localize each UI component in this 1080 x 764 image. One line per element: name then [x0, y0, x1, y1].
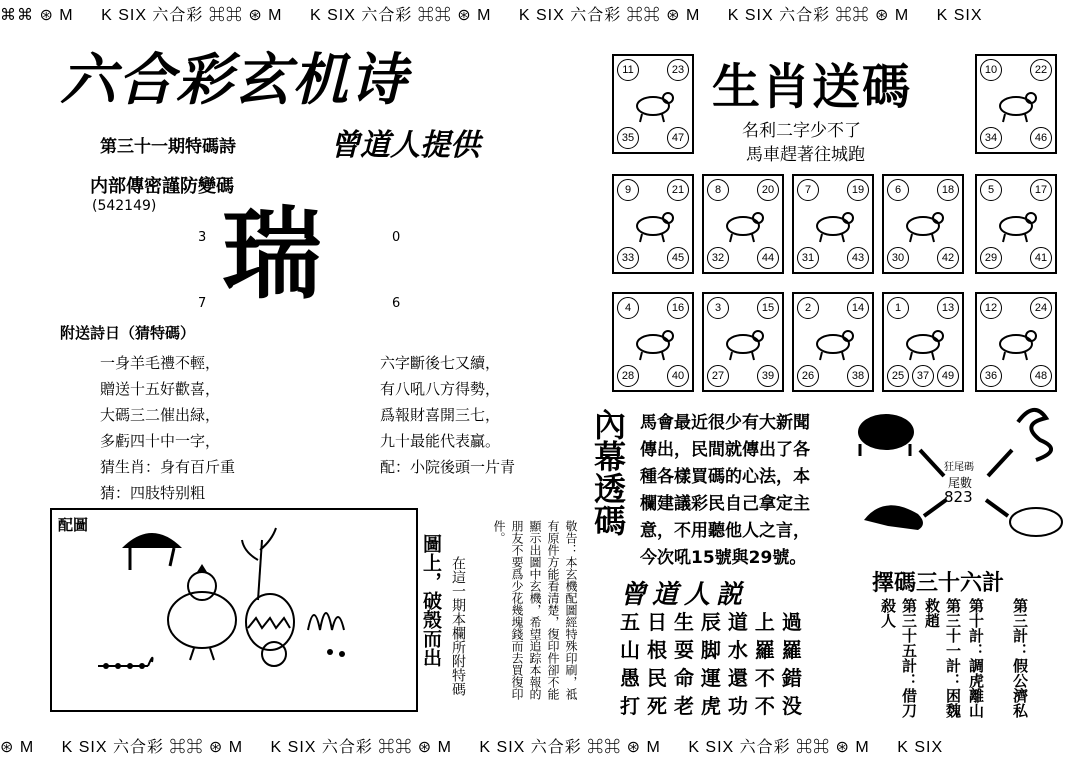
poem-line: 有八吼八方得勢， [380, 380, 501, 398]
bonus-title: 附送詩日（猜特碼） [60, 324, 196, 342]
tiger-icon [991, 84, 1041, 124]
strategy-title: 擇碼三十六計 [872, 571, 1005, 596]
saying-row [620, 662, 802, 690]
hen-chick-illustration [52, 510, 416, 710]
header-band [0, 2, 1080, 32]
poem-line: 九十最能代表贏。 [380, 432, 501, 450]
issue-title: 第三十一期特碼詩 [100, 137, 236, 157]
verse-line: 名利二字少不了 [742, 121, 861, 141]
saying-char: 愚 [620, 666, 640, 690]
saying-char: 羅 [754, 638, 775, 662]
dog-icon [808, 322, 858, 362]
zodiac-card-rooster [702, 292, 784, 392]
saying-char: 過 [781, 610, 802, 634]
saying-char: 根 [646, 638, 667, 662]
inside-text-line: 今次吼15號與29號。 [640, 548, 807, 568]
big-character: 瑞 [222, 196, 322, 313]
corner-number: 6 [392, 296, 401, 311]
strategy-body: 假公濟私 [1011, 658, 1029, 718]
provider-label: 曾道人提供 [330, 128, 480, 163]
saying-char: 生 [673, 610, 694, 634]
card-number: 37 [912, 365, 934, 387]
pig-icon [898, 322, 948, 362]
band-text: K SIX 六合彩 ⌘⌘ ⊛ M [270, 739, 452, 756]
card-number: 2 [797, 297, 819, 319]
zodiac-card-dragon [702, 174, 784, 274]
card-number: 16 [667, 297, 689, 319]
saying-char: 虎 [700, 694, 721, 718]
saying-char: 命 [673, 666, 694, 690]
saying-char: 耍 [673, 638, 694, 662]
dragon-icon [718, 204, 768, 244]
tail-value: 823 [944, 488, 973, 506]
poem-line: 多虧四十中一字， [100, 432, 221, 450]
card-number: 4 [617, 297, 639, 319]
card-number: 15 [757, 297, 779, 319]
saying-char: 打 [620, 694, 640, 718]
rat-icon [991, 322, 1041, 362]
saying-char: 辰 [700, 610, 721, 634]
corner-number: 7 [198, 296, 207, 311]
card-number: 27 [707, 365, 729, 387]
saying-char: 脚 [700, 638, 721, 662]
poem-line: 爲報財喜開三七， [380, 406, 501, 424]
rabbit-icon [628, 204, 678, 244]
figure-label: 配圖 [58, 516, 89, 534]
band-text: K SIX 六合彩 ⌘⌘ ⊛ M [688, 739, 870, 756]
saying-char: 没 [781, 694, 802, 718]
strategy-body: 借刀殺人 [879, 598, 918, 718]
poem-line: 贈送十五好歡喜， [100, 380, 221, 398]
figure-box [50, 508, 418, 712]
saying-char: 山 [620, 638, 640, 662]
poem-line: 六字斷後七又續， [380, 354, 501, 372]
card-number: 20 [757, 179, 779, 201]
diagram-label: 狂尾碼 [944, 462, 974, 473]
saying-grid [620, 606, 802, 718]
saying-char: 道 [727, 610, 748, 634]
card-number: 17 [1030, 179, 1052, 201]
code-number: (542149) [92, 198, 157, 214]
poem-line: 猜生肖：身有百斤重 [100, 458, 236, 476]
snake-icon [808, 204, 858, 244]
monkey-icon [628, 322, 678, 362]
band-text: ⌘⌘ ⊛ M [0, 7, 74, 24]
figure-caption-small: 在這一期本欄所附特碼 [450, 556, 466, 696]
card-number: 33 [617, 247, 639, 269]
card-number: 18 [937, 179, 959, 201]
saying-char: 五 [620, 610, 640, 634]
card-number: 48 [1030, 365, 1052, 387]
corner-number: 0 [392, 230, 401, 245]
saying-row [620, 634, 802, 662]
saying-char: 不 [754, 694, 775, 718]
band-text: K SIX [936, 7, 983, 24]
card-number: 19 [847, 179, 869, 201]
card-number: 6 [887, 179, 909, 201]
card-number: 44 [757, 247, 779, 269]
ox-icon [628, 84, 678, 124]
poem-line: 配：小院後頭一片青 [380, 458, 516, 476]
card-number: 12 [980, 297, 1002, 319]
card-number: 1 [887, 297, 909, 319]
card-number: 21 [667, 179, 689, 201]
band-text: ⊛ M [0, 739, 35, 756]
card-number: 14 [847, 297, 869, 319]
zodiac-card-goat [975, 174, 1057, 274]
inside-text-line: 欄建議彩民自己拿定主 [640, 494, 810, 514]
inside-text [640, 410, 850, 572]
zodiac-card-pig [882, 292, 964, 392]
card-number: 9 [617, 179, 639, 201]
band-text: K SIX 六合彩 ⌘⌘ ⊛ M [309, 7, 492, 24]
zodiac-card-horse [882, 174, 964, 274]
card-number: 24 [1030, 297, 1052, 319]
poem-line: 猜：四肢特别粗 [100, 484, 206, 502]
zodiac-card-monkey [612, 292, 694, 392]
saying-title: 曾道人説 [620, 580, 749, 610]
card-number: 22 [1030, 59, 1052, 81]
strategy-item: 第十計：調虎離山 [967, 598, 985, 718]
strategy-body: 調虎離山 [967, 658, 985, 718]
card-number: 35 [617, 127, 639, 149]
corner-number: 3 [198, 230, 207, 245]
card-number: 29 [980, 247, 1002, 269]
strategy-item: 第三十一計：困魏救趙 [923, 598, 962, 718]
card-number: 46 [1030, 127, 1052, 149]
verse-line: 馬車趕著往城跑 [746, 145, 865, 165]
card-number: 25 [887, 365, 909, 387]
band-text: K SIX [897, 739, 944, 756]
strategy-body: 困魏救趙 [923, 598, 962, 718]
goat-icon [991, 204, 1041, 244]
band-text: K SIX 六合彩 ⌘⌘ ⊛ M [479, 739, 661, 756]
zodiac-card-rabbit [612, 174, 694, 274]
notice-text: 敬告：本玄機配圖經特殊印刷，祗有原件方能看清楚，復印件卻不能顯示出圖中玄機，希望追踪本報的朋友不要爲少花幾塊錢而去買復印件。 [492, 520, 578, 700]
card-number: 23 [667, 59, 689, 81]
poem-left [100, 350, 370, 506]
card-number: 34 [980, 127, 1002, 149]
strategy-item: 第三計：假公濟私 [1011, 598, 1029, 718]
card-number: 47 [667, 127, 689, 149]
zodiac-card-rat [975, 292, 1057, 392]
card-number: 3 [707, 297, 729, 319]
card-number: 13 [937, 297, 959, 319]
card-number: 42 [937, 247, 959, 269]
saying-char: 上 [754, 610, 775, 634]
zodiac-card-snake [792, 174, 874, 274]
figure-caption-big: 圖上，破殼而出 [420, 534, 442, 667]
card-number: 32 [707, 247, 729, 269]
saying-char: 功 [727, 694, 748, 718]
saying-char: 不 [754, 666, 775, 690]
card-number: 11 [617, 59, 639, 81]
card-number: 36 [980, 365, 1002, 387]
poem-line: 一身羊毛禮不輕， [100, 354, 221, 372]
poem-right [380, 350, 580, 480]
card-number: 39 [757, 365, 779, 387]
saying-char: 水 [727, 638, 748, 662]
saying-char: 錯 [781, 666, 802, 690]
inside-title: 內幕透碼 [589, 408, 627, 536]
band-text: K SIX 六合彩 ⌘⌘ ⊛ M [101, 7, 283, 24]
saying-char: 老 [673, 694, 694, 718]
strategy-item: 第三十五計：借刀殺人 [879, 598, 918, 718]
main-title: 六合彩玄机诗 [60, 48, 408, 113]
band-text: K SIX 六合彩 ⌘⌘ ⊛ M [61, 739, 244, 756]
card-number: 40 [667, 365, 689, 387]
strategy-head: 第三十五計 [900, 598, 918, 673]
tail-label: 尾數 [948, 476, 973, 490]
saying-char: 運 [700, 666, 721, 690]
saying-row [620, 606, 802, 634]
card-number: 31 [797, 247, 819, 269]
card-number: 30 [887, 247, 909, 269]
card-number: 41 [1030, 247, 1052, 269]
strategy-head: 第十計 [967, 598, 985, 643]
zodiac-card-dog [792, 292, 874, 392]
saying-char: 死 [646, 694, 667, 718]
secret-line: 内部傳密謹防變碼 [90, 176, 234, 197]
saying-row [620, 690, 802, 718]
card-number: 5 [980, 179, 1002, 201]
card-number: 45 [667, 247, 689, 269]
zodiac-card-tiger [975, 54, 1057, 154]
saying-char: 日 [646, 610, 667, 634]
card-number: 8 [707, 179, 729, 201]
saying-char: 還 [727, 666, 748, 690]
saying-char: 民 [646, 666, 667, 690]
zodiac-card-ox [612, 54, 694, 154]
zodiac-title: 生肖送碼 [712, 59, 913, 115]
inside-text-line: 馬會最近很少有大新聞 [640, 413, 810, 433]
strategy-head: 第三計 [1011, 598, 1029, 643]
saying-char: 羅 [781, 638, 802, 662]
rooster-icon [718, 322, 768, 362]
card-number: 7 [797, 179, 819, 201]
inside-text-line: 傳出，民間就傳出了各 [640, 440, 810, 460]
poem-line: 大碼三二催出緑， [100, 406, 221, 424]
horse-icon [898, 204, 948, 244]
card-number: 49 [937, 365, 959, 387]
inside-text-line: 種各樣買碼的心法，本 [640, 467, 810, 487]
card-number: 26 [797, 365, 819, 387]
card-number: 43 [847, 247, 869, 269]
strategy-head: 第三十一計 [944, 598, 962, 673]
band-text: K SIX 六合彩 ⌘⌘ ⊛ M [518, 7, 701, 24]
card-number: 28 [617, 365, 639, 387]
card-number: 38 [847, 365, 869, 387]
inside-text-line: 意，不用聽他人之言， [640, 521, 810, 541]
band-text: K SIX 六合彩 ⌘⌘ ⊛ M [727, 7, 910, 24]
card-number: 10 [980, 59, 1002, 81]
